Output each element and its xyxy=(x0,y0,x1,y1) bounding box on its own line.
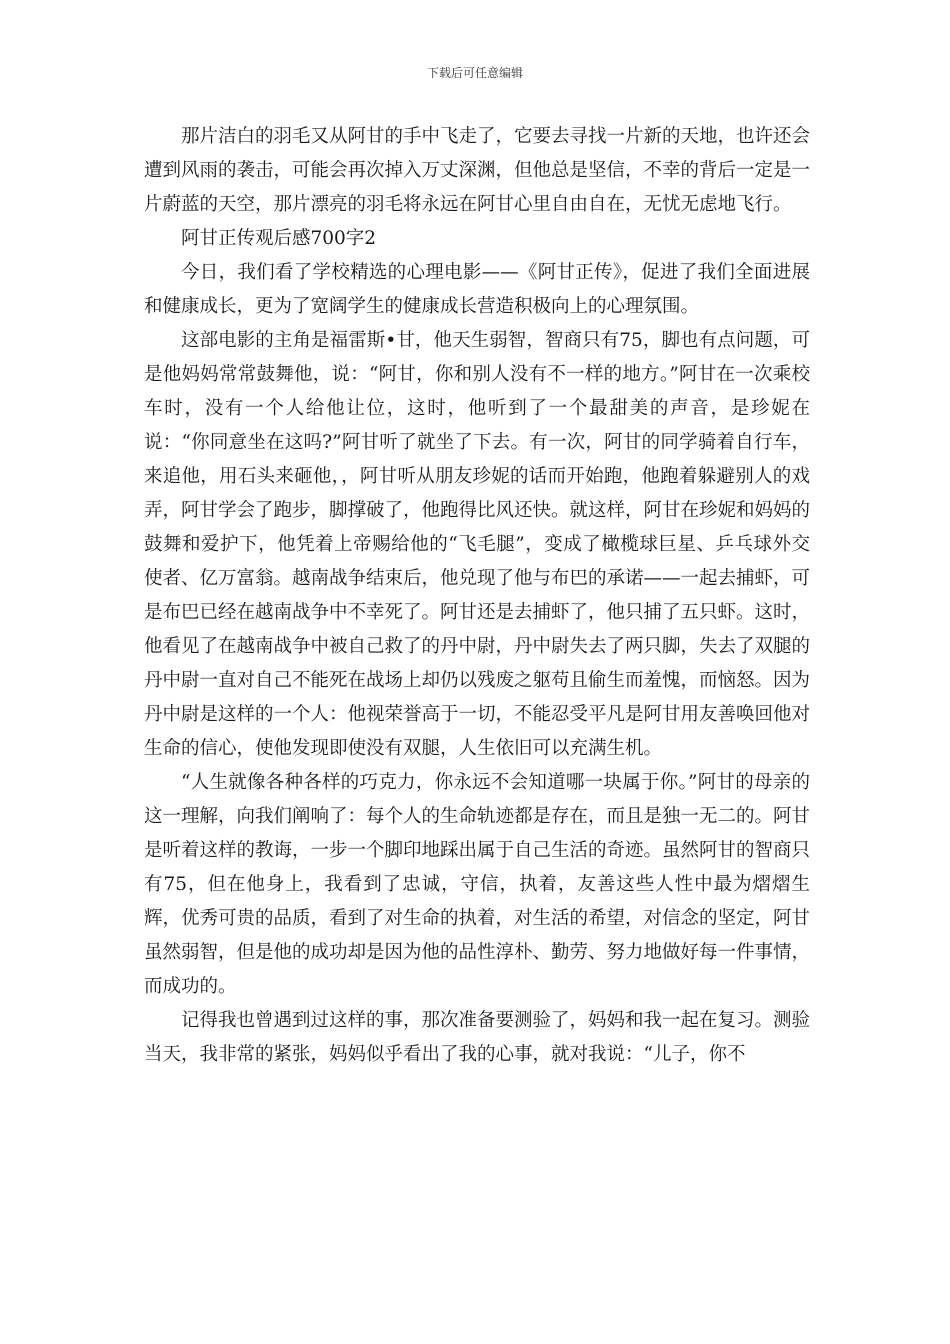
page-header: 下载后可任意编辑 xyxy=(426,66,523,80)
document-body xyxy=(144,120,810,1072)
paragraph-memory: 记得我也曾遇到过这样的事，那次准备要测验了，妈妈和我一起在复习。测验当天，我非常的紧张，妈妈似乎看出了我的心事，就对我说：“儿子，你不 xyxy=(144,1010,811,1065)
section-title: 阿甘正传观后感700字2 xyxy=(181,228,377,249)
paragraph-intro: 今日，我们看了学校精选的心理电影——《阿甘正传》，促进了我们全面进展和健康成长，更为了宽阔学生的健康成长营造积极向上的心理氛围。 xyxy=(144,262,810,317)
paragraph-feather: 那片洁白的羽毛又从阿甘的手中飞走了，它要去寻找一片新的天地，也许还会遭到风雨的袭击，可能会再次掉入万丈深渊，但他总是坚信，不幸的背后一定是一片蔚蓝的天空，那片漂亮的羽毛将永远在阿甘心里自由自在，无忧无虑地飞行。 xyxy=(144,126,811,215)
paragraph-chocolate: “人生就像各种各样的巧克力，你永远不会知道哪一块属于你。”阿甘的母亲的这一理解，向我们阐响了：每个人的生命轨迹都是存在，而且是独一无二的。阿甘是听着这样的教诲，一步一个脚印地踩出属于自己生活的奇迹。虽然阿甘的智商只有75，但在他身上，我看到了忠诚，守信，执着，友善这些人性中最为熠熠生辉，优秀可贵的品质，看到了对生命的执着，对生活的希望，对信念的坚定，阿甘虽然弱智，但是他的成功却是因为他的品性淳朴、勤劳、努力地做好每一件事情，而成功的。 xyxy=(144,772,811,997)
paragraph-story: 这部电影的主角是福雷斯•甘，他天生弱智，智商只有75，脚也有点问题，可是他妈妈常常鼓舞他，说：“阿甘，你和别人没有不一样的地方。”阿甘在一次乘校车时，没有一个人给他让位，这时，他听到了一个最甜美的声音，是珍妮在说：“你同意坐在这吗?”阿甘听了就坐了下去。有一次，阿甘的同学骑着自行车，来追他，用石头来砸他，，阿甘听从朋友珍妮的话而开始跑，他跑着躲避别人的戏弄，阿甘学会了跑步，脚撑破了，他跑得比风还快。就这样，阿甘在珍妮和妈妈的鼓舞和爱护下，他凭着上帝赐给他的“飞毛腿”，变成了橄榄球巨星、乒乓球外交使者、亿万富翁。越南战争结束后，他兑现了他与布巴的承诺——一起去捕虾，可是布巴已经在越南战争中不幸死了。阿甘还是去捕虾了，他只捕了五只虾。这时，他看见了在越南战争中被自己救了的丹中尉，丹中尉失去了两只脚，失去了双腿的丹中尉一直对自己不能死在战场上却仍以残废之躯苟且偷生而羞愧，而恼怒。因为丹中尉是这样的一个人：他视荣誉高于一切，不能忍受平凡是阿甘用友善唤回他对生命的信心，使他发现即使没有双腿，人生依旧可以充满生机。 xyxy=(144,330,811,759)
